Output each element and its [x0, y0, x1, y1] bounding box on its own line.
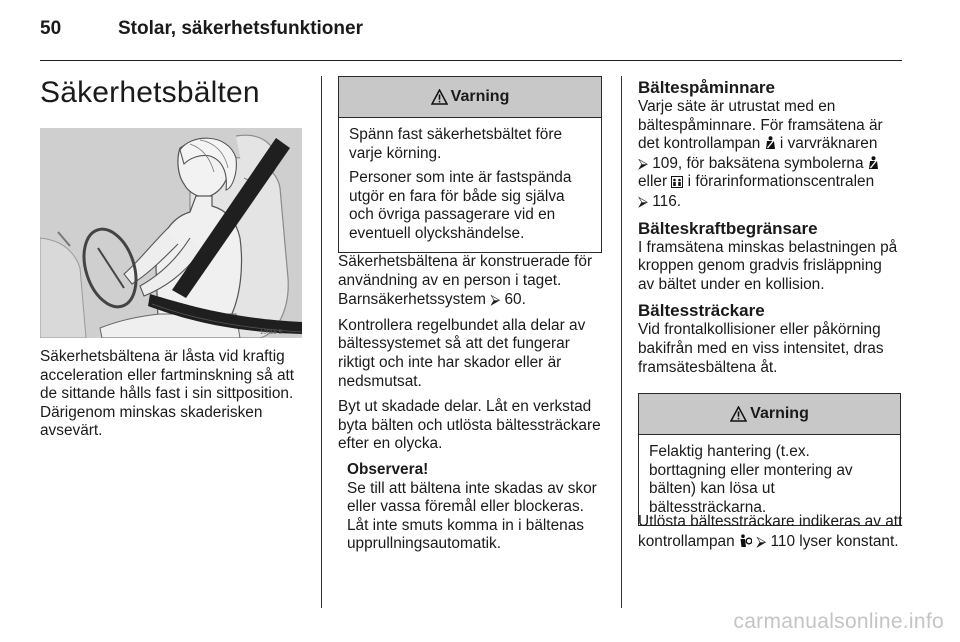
page-number: 50 — [40, 18, 62, 39]
right-column — [638, 78, 902, 384]
warning-2-paragraph: Felaktig hantering (t.ex. borttagning eller montering av bälten) kan lösa ut bältessträckarna. — [649, 443, 853, 516]
warning-header — [639, 394, 900, 435]
page-ref: 60. — [504, 291, 526, 309]
mid-paragraph-3: Byt ut skadade delar. Låt en verkstad byta bälten och utlösta bältessträckare efter en olycka. — [338, 398, 601, 453]
page-ref-arrow-icon: ⮚ — [638, 154, 648, 171]
running-header: Stolar, säkerhetsfunktioner — [118, 18, 363, 39]
section-title: Säkerhetsbälten — [40, 76, 260, 109]
page-ref-arrow-icon: ⮚ — [638, 192, 648, 209]
tensioner-heading: Bältessträckare — [638, 301, 765, 321]
page-ref-arrow-icon: ⮚ — [490, 291, 501, 308]
warning-1-paragraph-2: Personer som inte är fastspända utgör en fara för både sig själva och övriga passagerare vid en eventuell olyckshändelse. — [349, 169, 572, 242]
warning-box-2 — [638, 393, 901, 526]
left-column-paragraph: Säkerhetsbältena är låsta vid kraftig acceleration eller fartminskning så att de sittande hålls fast i sin sittposition. Därigenom minskas skaderisken avsevärt. — [40, 348, 295, 440]
limiter-paragraph: I framsätena minskas belastningen på kroppen genom gradvis frisläppning av bältet under en kollision. — [638, 238, 898, 293]
seatbelt-warning-icon — [765, 136, 776, 150]
middle-column — [338, 253, 608, 554]
illustration-number: 10015 S — [260, 330, 283, 336]
warning-1-paragraph-1: Spänn fast säkerhetsbältet före varje körning. — [349, 126, 563, 162]
reminder-paragraph: Varje säte är utrustat med en bältespåminnare. För framsätena är det kontrollampan i varvräknaren ⮚ 109, för baksätena symbolerna eller i förarinformationscentralen ⮚ 116. — [638, 98, 883, 210]
seatbelt-warning-icon — [868, 156, 879, 170]
warning-header — [339, 77, 601, 118]
column-divider-1 — [321, 76, 322, 608]
reminder-heading: Bältespåminnare — [638, 78, 775, 97]
page-ref-arrow-icon: ⮚ — [756, 532, 767, 549]
tensioner-paragraph: Vid frontalkollisioner eller påkörning bakifrån med en viss intensitet, dras framsätesbältena åt. — [638, 321, 884, 376]
warning-label: Varning — [750, 405, 809, 422]
limiter-heading: Bälteskraftbegränsare — [638, 218, 818, 238]
note-title: Observera! — [347, 460, 429, 478]
column-divider-2 — [621, 76, 622, 608]
warning-triangle-icon — [730, 406, 747, 422]
tensioner-indicator-paragraph: Utlösta bältessträckare indikeras av att kontrollampan ⮚ 110 lyser konstant. — [638, 513, 903, 550]
warning-label: Varning — [450, 88, 510, 105]
watermark: carmanualsonline.info — [733, 610, 944, 633]
note-text: Se till att bältena inte skadas av skor eller vassa föremål eller blockeras. Låt inte smuts komma in i bältenas upprullningsautomatik. — [347, 479, 597, 553]
airbag-warning-icon — [739, 534, 752, 548]
rear-seat-belt-icon — [671, 176, 683, 188]
seated-driver-with-seatbelt-illustration — [40, 128, 302, 338]
mid-paragraph-2: Kontrollera regelbundet alla delar av bältessystemet så att det fungerar riktigt och inte har skador eller är nedsmutsat. — [338, 316, 586, 390]
header-rule — [40, 60, 902, 61]
mid-paragraph-1: Säkerhetsbältena är konstruerade för användning av en person i taget. Barnsäkerhetssystem ⮚ 60. — [338, 253, 593, 309]
warning-triangle-icon — [431, 89, 448, 105]
warning-box-1 — [338, 76, 602, 253]
note-block — [347, 461, 608, 554]
